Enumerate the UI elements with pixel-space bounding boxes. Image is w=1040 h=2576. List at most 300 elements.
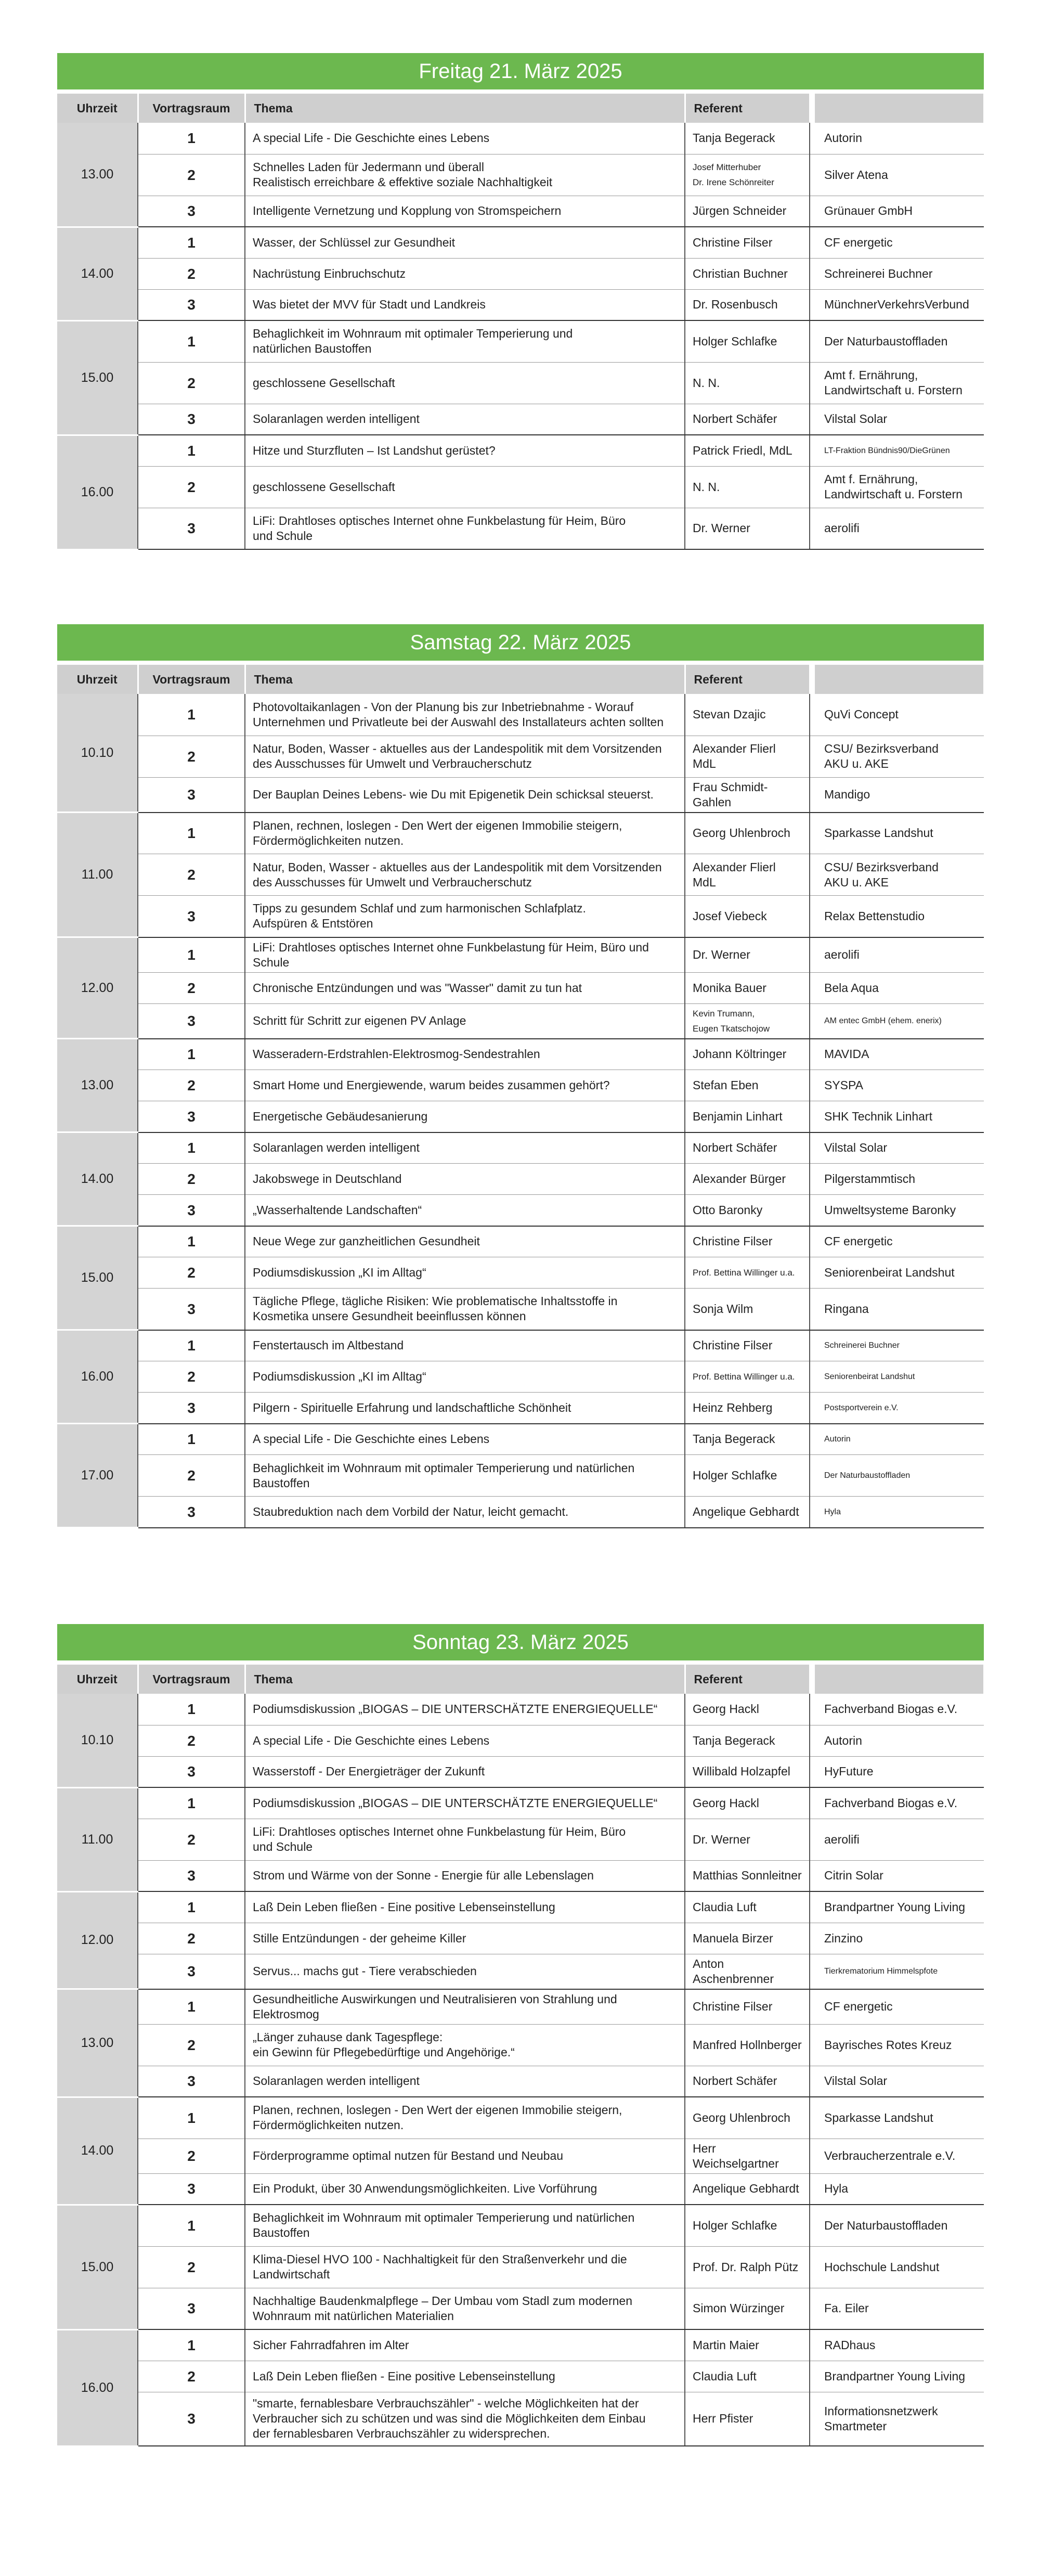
talk-organization: Schreinerei Buchner	[815, 1330, 984, 1361]
talk-topic: Was bietet der MVV für Stadt und Landkreis	[245, 289, 685, 320]
talk-topic: Laß Dein Leben fließen - Eine positive Lebenseinstellung	[245, 2361, 685, 2392]
table-row	[57, 1132, 984, 1164]
talk-organization: Amt f. Ernährung, Landwirtschaft u. Forstern	[815, 362, 984, 404]
column-gap	[810, 1101, 815, 1132]
talk-organization: RADhaus	[815, 2329, 984, 2361]
talk-organization: Vilstal Solar	[815, 1132, 984, 1164]
room-number: 2	[138, 854, 245, 896]
talk-organization: Relax Bettenstudio	[815, 896, 984, 937]
talk-topic: LiFi: Drahtloses optisches Internet ohne Funkbelastung für Heim, Büro und Schule	[245, 508, 685, 549]
talk-organization: MAVIDA	[815, 1039, 984, 1070]
room-number: 2	[138, 362, 245, 404]
column-header-topic: Thema	[245, 1665, 685, 1694]
talk-speaker: Herr Weichselgartner	[685, 2139, 810, 2173]
talk-speaker: Georg Uhlenbroch	[685, 813, 810, 854]
table-row	[57, 1756, 984, 1787]
column-gap	[810, 2329, 815, 2361]
table-row	[57, 2173, 984, 2205]
table-row	[57, 736, 984, 777]
talk-speaker: Johann Költringer	[685, 1039, 810, 1070]
talk-speaker: Alexander Flierl MdL	[685, 736, 810, 777]
column-gap	[810, 1226, 815, 1257]
talk-topic: Schritt für Schritt zur eigenen PV Anlage	[245, 1003, 685, 1039]
room-number: 3	[138, 1497, 245, 1528]
talk-organization: CSU/ Bezirksverband AKU u. AKE	[815, 736, 984, 777]
talk-organization: aerolifi	[815, 508, 984, 549]
table-row	[57, 154, 984, 196]
talk-speaker: Prof. Bettina Willinger u.a.	[685, 1361, 810, 1393]
talk-organization: Bayrisches Rotes Kreuz	[815, 2024, 984, 2066]
table-row	[57, 258, 984, 289]
room-number: 2	[138, 2361, 245, 2392]
talk-topic: Solaranlagen werden intelligent	[245, 2066, 685, 2097]
room-number: 2	[138, 1923, 245, 1954]
column-gap	[810, 2246, 815, 2288]
column-gap	[810, 1070, 815, 1101]
column-gap	[810, 854, 815, 896]
room-number: 2	[138, 258, 245, 289]
time-slot: 16.00	[57, 435, 138, 549]
talk-organization: CF energetic	[815, 1989, 984, 2025]
room-number: 3	[138, 896, 245, 937]
room-number: 3	[138, 1860, 245, 1891]
time-slot: 14.00	[57, 227, 138, 320]
talk-speaker: Monika Bauer	[685, 972, 810, 1003]
column-header-time: Uhrzeit	[57, 94, 138, 123]
talk-topic: Planen, rechnen, loslegen - Den Wert der eigenen Immobilie steigern, Fördermöglichkeiten nutzen.	[245, 813, 685, 854]
room-number: 2	[138, 1725, 245, 1756]
table-row	[57, 2139, 984, 2173]
room-number: 1	[138, 1330, 245, 1361]
schedule-table-samstag	[57, 665, 985, 1528]
talk-topic: Ein Produkt, über 30 Anwendungsmöglichkeiten. Live Vorführung	[245, 2173, 685, 2205]
talk-topic: A special Life - Die Geschichte eines Lebens	[245, 1424, 685, 1455]
column-gap	[810, 154, 815, 196]
time-slot: 11.00	[57, 1787, 138, 1891]
table-row	[57, 289, 984, 320]
talk-topic: Solaranlagen werden intelligent	[245, 1132, 685, 1164]
room-number: 2	[138, 736, 245, 777]
column-gap	[810, 508, 815, 549]
column-gap	[810, 1257, 815, 1289]
talk-organization: HyFuture	[815, 1756, 984, 1787]
room-number: 2	[138, 1070, 245, 1101]
talk-organization: Fa. Eiler	[815, 2288, 984, 2329]
talk-speaker: Sonja Wilm	[685, 1289, 810, 1330]
talk-topic: Laß Dein Leben fließen - Eine positive Lebenseinstellung	[245, 1891, 685, 1923]
talk-speaker: Martin Maier	[685, 2329, 810, 2361]
table-row	[57, 320, 984, 362]
room-number: 1	[138, 1424, 245, 1455]
talk-organization: Mandigo	[815, 777, 984, 813]
room-number: 2	[138, 1819, 245, 1860]
column-gap	[810, 94, 815, 123]
column-header-organization	[815, 94, 984, 123]
room-number: 2	[138, 1257, 245, 1289]
column-header-room: Vortragsraum	[138, 94, 245, 123]
column-gap	[810, 1756, 815, 1787]
column-gap	[810, 2066, 815, 2097]
room-number: 2	[138, 2024, 245, 2066]
column-gap	[810, 1164, 815, 1195]
talk-speaker: Georg Uhlenbroch	[685, 2097, 810, 2139]
talk-organization: Fachverband Biogas e.V.	[815, 1694, 984, 1725]
table-row	[57, 1455, 984, 1497]
talk-topic: Jakobswege in Deutschland	[245, 1164, 685, 1195]
talk-speaker: Angelique Gebhardt	[685, 1497, 810, 1528]
talk-speaker: Christian Buchner	[685, 258, 810, 289]
talk-topic: Der Bauplan Deines Lebens- wie Du mit Epigenetik Dein schicksal steuerst.	[245, 777, 685, 813]
table-row	[57, 1891, 984, 1923]
room-number: 3	[138, 2392, 245, 2446]
room-number: 1	[138, 1694, 245, 1725]
talk-speaker: Claudia Luft	[685, 1891, 810, 1923]
table-row	[57, 1787, 984, 1819]
column-gap	[810, 2392, 815, 2446]
column-header-organization	[815, 665, 984, 694]
talk-speaker: Christine Filser	[685, 1989, 810, 2025]
talk-speaker: Alexander Flierl MdL	[685, 854, 810, 896]
room-number: 2	[138, 2246, 245, 2288]
room-number: 3	[138, 1003, 245, 1039]
table-row	[57, 777, 984, 813]
talk-speaker: Manfred Hollnberger	[685, 2024, 810, 2066]
talk-organization: Seniorenbeirat Landshut	[815, 1257, 984, 1289]
room-number: 2	[138, 1361, 245, 1393]
talk-organization: aerolifi	[815, 1819, 984, 1860]
talk-topic: Behaglichkeit im Wohnraum mit optimaler Temperierung und natürlichen Baustoffen	[245, 2205, 685, 2246]
column-gap	[810, 1039, 815, 1070]
column-gap	[810, 1497, 815, 1528]
column-gap	[810, 196, 815, 227]
talk-organization: Verbraucherzentrale e.V.	[815, 2139, 984, 2173]
talk-speaker: Christine Filser	[685, 1226, 810, 1257]
talk-organization: Tierkrematorium Himmelspfote	[815, 1954, 984, 1989]
talk-speaker: Dr. Rosenbusch	[685, 289, 810, 320]
talk-topic: Klima-Diesel HVO 100 - Nachhaltigkeit für den Straßenverkehr und die Landwirtschaft	[245, 2246, 685, 2288]
column-header-speaker: Referent	[685, 665, 810, 694]
room-number: 1	[138, 123, 245, 154]
table-row	[57, 1725, 984, 1756]
column-header-speaker: Referent	[685, 94, 810, 123]
talk-organization: Sparkasse Landshut	[815, 813, 984, 854]
talk-speaker: Manuela Birzer	[685, 1923, 810, 1954]
time-slot: 15.00	[57, 2205, 138, 2329]
column-gap	[810, 1665, 815, 1694]
column-gap	[810, 2288, 815, 2329]
table-row	[57, 972, 984, 1003]
room-number: 1	[138, 2097, 245, 2139]
talk-topic: Chronische Entzündungen und was "Wasser" damit zu tun hat	[245, 972, 685, 1003]
column-gap	[810, 1132, 815, 1164]
column-header-room: Vortragsraum	[138, 665, 245, 694]
talk-speaker: Georg Hackl	[685, 1694, 810, 1725]
room-number: 2	[138, 2139, 245, 2173]
column-gap	[810, 123, 815, 154]
room-number: 3	[138, 1289, 245, 1330]
room-number: 3	[138, 2066, 245, 2097]
talk-topic: „Länger zuhause dank Tagespflege: ein Gewinn für Pflegebedürftige und Angehörige.“	[245, 2024, 685, 2066]
table-row	[57, 1195, 984, 1226]
table-row	[57, 1164, 984, 1195]
column-gap	[810, 1361, 815, 1393]
table-row	[57, 1330, 984, 1361]
table-row	[57, 2097, 984, 2139]
talk-organization: Der Naturbaustoffladen	[815, 1455, 984, 1497]
column-header-topic: Thema	[245, 94, 685, 123]
table-row	[57, 2329, 984, 2361]
talk-speaker: Holger Schlafke	[685, 1455, 810, 1497]
time-slot: 13.00	[57, 1989, 138, 2097]
room-number: 1	[138, 1787, 245, 1819]
schedule-table-freitag	[57, 94, 985, 550]
column-gap	[810, 1954, 815, 1989]
talk-speaker: Anton Aschenbrenner	[685, 1954, 810, 1989]
table-row	[57, 896, 984, 937]
talk-topic: Förderprogramme optimal nutzen für Bestand und Neubau	[245, 2139, 685, 2173]
talk-organization: AM entec GmbH (ehem. enerix)	[815, 1003, 984, 1039]
room-number: 3	[138, 777, 245, 813]
time-slot: 10.10	[57, 694, 138, 813]
room-number: 1	[138, 937, 245, 973]
talk-organization: SYSPA	[815, 1070, 984, 1101]
talk-topic: LiFi: Drahtloses optisches Internet ohne Funkbelastung für Heim, Büro und Schule	[245, 937, 685, 973]
talk-organization: LT-Fraktion Bündnis90/DieGrünen	[815, 435, 984, 466]
talk-organization: Pilgerstammtisch	[815, 1164, 984, 1195]
time-slot: 12.00	[57, 1891, 138, 1989]
talk-speaker: Stefan Eben	[685, 1070, 810, 1101]
room-number: 3	[138, 1195, 245, 1226]
talk-organization: Brandpartner Young Living	[815, 1891, 984, 1923]
talk-organization: Vilstal Solar	[815, 404, 984, 435]
talk-topic: Wasseradern-Erdstrahlen-Elektrosmog-Sendestrahlen	[245, 1039, 685, 1070]
talk-topic: A special Life - Die Geschichte eines Lebens	[245, 1725, 685, 1756]
table-row	[57, 466, 984, 508]
talk-speaker: Norbert Schäfer	[685, 1132, 810, 1164]
room-number: 2	[138, 1164, 245, 1195]
talk-organization: Hochschule Landshut	[815, 2246, 984, 2288]
talk-organization: CSU/ Bezirksverband AKU u. AKE	[815, 854, 984, 896]
talk-organization: Postsportverein e.V.	[815, 1393, 984, 1424]
room-number: 1	[138, 2329, 245, 2361]
talk-topic: geschlossene Gesellschaft	[245, 362, 685, 404]
table-row	[57, 854, 984, 896]
column-gap	[810, 694, 815, 736]
table-row	[57, 2361, 984, 2392]
table-row	[57, 1039, 984, 1070]
talk-topic: „Wasserhaltende Landschaften“	[245, 1195, 685, 1226]
room-number: 1	[138, 694, 245, 736]
talk-topic: Planen, rechnen, loslegen - Den Wert der eigenen Immobilie steigern, Fördermöglichkeiten nutzen.	[245, 2097, 685, 2139]
talk-organization: Ringana	[815, 1289, 984, 1330]
talk-topic: Natur, Boden, Wasser - aktuelles aus der Landespolitik mit dem Vorsitzenden des Ausschusses für Umwelt und Verbraucherschutz	[245, 736, 685, 777]
table-row	[57, 1860, 984, 1891]
talk-organization: Sparkasse Landshut	[815, 2097, 984, 2139]
talk-organization: Informationsnetzwerk Smartmeter	[815, 2392, 984, 2446]
talk-topic: Intelligente Vernetzung und Kopplung von Stromspeichern	[245, 196, 685, 227]
talk-speaker: Benjamin Linhart	[685, 1101, 810, 1132]
time-slot: 12.00	[57, 937, 138, 1039]
talk-organization: Brandpartner Young Living	[815, 2361, 984, 2392]
talk-speaker: Otto Baronky	[685, 1195, 810, 1226]
talk-topic: Photovoltaikanlagen - Von der Planung bis zur Inbetriebnahme - Worauf Unternehmen und Privatleute bei der Auswahl des Installateurs achten sollten	[245, 694, 685, 736]
table-row	[57, 2066, 984, 2097]
table-row	[57, 813, 984, 854]
talk-topic: Podiumsdiskussion „KI im Alltag“	[245, 1361, 685, 1393]
time-slot: 14.00	[57, 2097, 138, 2205]
column-gap	[810, 1891, 815, 1923]
table-row	[57, 227, 984, 258]
talk-organization: aerolifi	[815, 937, 984, 973]
talk-organization: Silver Atena	[815, 154, 984, 196]
talk-topic: Podiumsdiskussion „BIOGAS – DIE UNTERSCHÄTZTE ENERGIEQUELLE“	[245, 1694, 685, 1725]
table-row	[57, 123, 984, 154]
talk-speaker: Dr. Werner	[685, 1819, 810, 1860]
talk-topic: Hitze und Sturzfluten – Ist Landshut gerüstet?	[245, 435, 685, 466]
talk-topic: Servus... machs gut - Tiere verabschieden	[245, 1954, 685, 1989]
table-row	[57, 2392, 984, 2446]
talk-organization: MünchnerVerkehrsVerbund	[815, 289, 984, 320]
time-slot: 16.00	[57, 1330, 138, 1424]
column-gap	[810, 777, 815, 813]
table-row	[57, 1694, 984, 1725]
column-gap	[810, 937, 815, 973]
column-gap	[810, 2361, 815, 2392]
talk-topic: Solaranlagen werden intelligent	[245, 404, 685, 435]
column-gap	[810, 289, 815, 320]
column-gap	[810, 1393, 815, 1424]
time-slot: 15.00	[57, 320, 138, 435]
room-number: 1	[138, 1226, 245, 1257]
room-number: 2	[138, 466, 245, 508]
column-gap	[810, 2173, 815, 2205]
talk-organization: Bela Aqua	[815, 972, 984, 1003]
column-header-organization	[815, 1665, 984, 1694]
column-gap	[810, 1860, 815, 1891]
talk-organization: Schreinerei Buchner	[815, 258, 984, 289]
talk-speaker: Norbert Schäfer	[685, 2066, 810, 2097]
column-gap	[810, 2205, 815, 2246]
talk-topic: Gesundheitliche Auswirkungen und Neutralisieren von Strahlung und Elektrosmog	[245, 1989, 685, 2025]
talk-organization: Autorin	[815, 1424, 984, 1455]
talk-topic: Smart Home und Energiewende, warum beides zusammen gehört?	[245, 1070, 685, 1101]
talk-organization: Amt f. Ernährung, Landwirtschaft u. Forstern	[815, 466, 984, 508]
talk-topic: Sicher Fahrradfahren im Alter	[245, 2329, 685, 2361]
column-gap	[810, 435, 815, 466]
room-number: 2	[138, 972, 245, 1003]
table-row	[57, 1954, 984, 1989]
talk-topic: Schnelles Laden für Jedermann und überall Realistisch erreichbare & effektive soziale Nachhaltigkeit	[245, 154, 685, 196]
table-row	[57, 1003, 984, 1039]
column-gap	[810, 362, 815, 404]
talk-topic: Pilgern - Spirituelle Erfahrung und landschaftliche Schönheit	[245, 1393, 685, 1424]
talk-topic: Natur, Boden, Wasser - aktuelles aus der Landespolitik mit dem Vorsitzenden des Ausschusses für Umwelt und Verbraucherschutz	[245, 854, 685, 896]
column-gap	[810, 1725, 815, 1756]
table-row	[57, 362, 984, 404]
talk-topic: Wasserstoff - Der Energieträger der Zukunft	[245, 1756, 685, 1787]
talk-organization: Autorin	[815, 123, 984, 154]
talk-speaker: Simon Würzinger	[685, 2288, 810, 2329]
time-slot: 16.00	[57, 2329, 138, 2446]
talk-speaker: Josef Viebeck	[685, 896, 810, 937]
time-slot: 17.00	[57, 1424, 138, 1528]
talk-organization: Der Naturbaustoffladen	[815, 320, 984, 362]
talk-topic: Tägliche Pflege, tägliche Risiken: Wie problematische Inhaltsstoffe in Kosmetika unsere Gesundheit beeinflussen können	[245, 1289, 685, 1330]
column-gap	[810, 736, 815, 777]
talk-speaker: Angelique Gebhardt	[685, 2173, 810, 2205]
column-gap	[810, 1195, 815, 1226]
talk-organization: Umweltsysteme Baronky	[815, 1195, 984, 1226]
column-gap	[810, 1694, 815, 1725]
talk-topic: Fenstertausch im Altbestand	[245, 1330, 685, 1361]
talk-organization: Seniorenbeirat Landshut	[815, 1361, 984, 1393]
room-number: 1	[138, 813, 245, 854]
column-gap	[810, 1330, 815, 1361]
talk-organization: Hyla	[815, 2173, 984, 2205]
talk-speaker: Holger Schlafke	[685, 320, 810, 362]
talk-topic: Wasser, der Schlüssel zur Gesundheit	[245, 227, 685, 258]
column-gap	[810, 2097, 815, 2139]
talk-speaker: Heinz Rehberg	[685, 1393, 810, 1424]
room-number: 3	[138, 2288, 245, 2329]
room-number: 3	[138, 508, 245, 549]
talk-speaker: Willibald Holzapfel	[685, 1756, 810, 1787]
column-gap	[810, 320, 815, 362]
table-row	[57, 1070, 984, 1101]
room-number: 2	[138, 154, 245, 196]
room-number: 1	[138, 320, 245, 362]
table-row	[57, 2246, 984, 2288]
talk-topic: Strom und Wärme von der Sonne - Energie für alle Lebenslagen	[245, 1860, 685, 1891]
time-slot: 10.10	[57, 1694, 138, 1787]
talk-speaker: Christine Filser	[685, 1330, 810, 1361]
talk-organization: Fachverband Biogas e.V.	[815, 1787, 984, 1819]
table-row	[57, 1226, 984, 1257]
column-gap	[810, 258, 815, 289]
column-gap	[810, 227, 815, 258]
column-header-time: Uhrzeit	[57, 665, 138, 694]
table-row	[57, 435, 984, 466]
talk-topic: Tipps zu gesundem Schlaf und zum harmonischen Schlafplatz. Aufspüren & Entstören	[245, 896, 685, 937]
table-row	[57, 1819, 984, 1860]
time-slot: 15.00	[57, 1226, 138, 1330]
room-number: 2	[138, 1455, 245, 1497]
talk-topic: Neue Wege zur ganzheitlichen Gesundheit	[245, 1226, 685, 1257]
table-row	[57, 1393, 984, 1424]
column-gap	[810, 972, 815, 1003]
talk-topic: Behaglichkeit im Wohnraum mit optimaler Temperierung und natürlichen Baustoffen	[245, 320, 685, 362]
talk-topic: Podiumsdiskussion „BIOGAS – DIE UNTERSCHÄTZTE ENERGIEQUELLE“	[245, 1787, 685, 1819]
talk-speaker: Georg Hackl	[685, 1787, 810, 1819]
column-gap	[810, 1989, 815, 2025]
table-row	[57, 694, 984, 736]
talk-speaker: Josef Mitterhuber Dr. Irene Schönreiter	[685, 154, 810, 196]
table-row	[57, 1361, 984, 1393]
column-gap	[810, 404, 815, 435]
column-header-topic: Thema	[245, 665, 685, 694]
talk-speaker: Christine Filser	[685, 227, 810, 258]
room-number: 3	[138, 1756, 245, 1787]
talk-organization: Citrin Solar	[815, 1860, 984, 1891]
talk-topic: Stille Entzündungen - der geheime Killer	[245, 1923, 685, 1954]
table-row	[57, 2205, 984, 2246]
talk-speaker: Stevan Dzajic	[685, 694, 810, 736]
time-slot: 11.00	[57, 813, 138, 937]
talk-speaker: Alexander Bürger	[685, 1164, 810, 1195]
table-row	[57, 404, 984, 435]
talk-speaker: Dr. Werner	[685, 508, 810, 549]
room-number: 1	[138, 1989, 245, 2025]
